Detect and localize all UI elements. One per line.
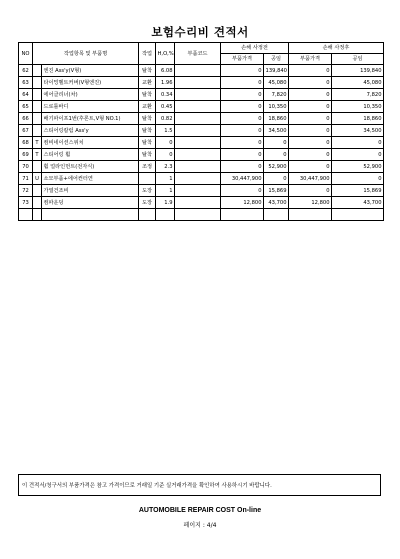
row-before-parts: 0: [221, 161, 264, 173]
row-no: 68: [19, 137, 33, 149]
table-row: [19, 125, 384, 137]
table-row: [19, 89, 384, 101]
row-work: 탈착: [139, 65, 156, 77]
document-title: 보험수리비 견적서: [151, 25, 249, 39]
table-row: [19, 137, 384, 149]
row-flag: [33, 161, 42, 173]
row-code: [175, 149, 221, 161]
row-before-labor: 0: [264, 149, 289, 161]
row-after-parts: 0: [289, 161, 332, 173]
row-before-parts: 0: [221, 113, 264, 125]
row-after-parts: 12,800: [289, 197, 332, 209]
row-item: 스티어링칼럼 Ass'y: [42, 125, 139, 137]
table-row: [19, 65, 384, 77]
table-row: [19, 197, 384, 209]
row-work: [139, 173, 156, 185]
row-hours: 1: [156, 173, 175, 185]
row-work: 탈착: [139, 125, 156, 137]
row-work: 탈착: [139, 89, 156, 101]
row-before-labor: 43,700: [264, 197, 289, 209]
row-hours: 1.9: [156, 197, 175, 209]
row-after-labor: 18,860: [332, 113, 384, 125]
row-after-labor: 0: [332, 149, 384, 161]
row-item: 드로틀바디: [42, 101, 139, 113]
row-after-labor: 52,900: [332, 161, 384, 173]
row-item: 타이밍벨트커버(V형엔진): [42, 77, 139, 89]
header-after-labor: 공임: [332, 54, 384, 65]
row-flag: U: [33, 173, 42, 185]
header-before-labor: 공임: [264, 54, 289, 65]
row-after-parts: 0: [289, 125, 332, 137]
row-before-labor: 139,840: [264, 65, 289, 77]
table-row: [19, 161, 384, 173]
row-before-parts: 30,447,900: [221, 173, 264, 185]
row-before-labor: 45,080: [264, 77, 289, 89]
row-hours: 0: [156, 149, 175, 161]
row-item: 에어클리너(차): [42, 89, 139, 101]
estimate-table: [18, 42, 384, 221]
row-item: 배기파이프1번(후론트,V형 NO.1): [42, 113, 139, 125]
header-after: 손해 사정후: [289, 43, 384, 54]
header-after-parts: 부품가격: [289, 54, 332, 65]
row-no: 67: [19, 125, 33, 137]
page-number: 페이지 : 4/4: [183, 522, 217, 529]
header-before: 손해 사정전: [221, 43, 289, 54]
row-before-parts: 0: [221, 185, 264, 197]
row-before-labor: 10,350: [264, 101, 289, 113]
row-hours: 0.45: [156, 101, 175, 113]
row-before-parts: 0: [221, 101, 264, 113]
row-hours: 1: [156, 185, 175, 197]
row-work: 도장: [139, 197, 156, 209]
blank-cell: [264, 209, 289, 221]
row-code: [175, 173, 221, 185]
row-before-parts: 12,800: [221, 197, 264, 209]
row-item: 컴비네이션스위치: [42, 137, 139, 149]
row-code: [175, 185, 221, 197]
row-work: 도장: [139, 185, 156, 197]
row-work: 교환: [139, 77, 156, 89]
row-flag: [33, 89, 42, 101]
row-work: 조정: [139, 161, 156, 173]
row-after-labor: 10,350: [332, 101, 384, 113]
row-before-parts: 0: [221, 77, 264, 89]
row-after-parts: 0: [289, 137, 332, 149]
row-before-labor: 7,820: [264, 89, 289, 101]
row-code: [175, 137, 221, 149]
row-after-labor: 34,500: [332, 125, 384, 137]
row-no: 70: [19, 161, 33, 173]
row-after-labor: 139,840: [332, 65, 384, 77]
row-no: 65: [19, 101, 33, 113]
row-after-parts: 0: [289, 65, 332, 77]
row-item: 소모부품+에어컨터연: [42, 173, 139, 185]
blank-cell: [332, 209, 384, 221]
row-flag: [33, 77, 42, 89]
brand-footer: AUTOMOBILE REPAIR COST On-line: [138, 507, 262, 514]
row-no: 69: [19, 149, 33, 161]
row-no: 63: [19, 77, 33, 89]
row-item: 휠 얼라인먼트(전자식): [42, 161, 139, 173]
row-hours: 0: [156, 137, 175, 149]
row-no: 64: [19, 89, 33, 101]
row-after-labor: 43,700: [332, 197, 384, 209]
row-work: 탈착: [139, 137, 156, 149]
row-after-labor: 45,080: [332, 77, 384, 89]
table-row: [19, 185, 384, 197]
row-after-labor: 15,869: [332, 185, 384, 197]
row-flag: T: [33, 149, 42, 161]
row-code: [175, 101, 221, 113]
row-flag: [33, 197, 42, 209]
row-after-parts: 30,447,900: [289, 173, 332, 185]
row-after-labor: 0: [332, 173, 384, 185]
row-before-parts: 0: [221, 89, 264, 101]
row-after-parts: 0: [289, 89, 332, 101]
table-row: [19, 113, 384, 125]
table-row: [19, 149, 384, 161]
row-code: [175, 77, 221, 89]
row-before-parts: 0: [221, 149, 264, 161]
row-no: 62: [19, 65, 33, 77]
blank-cell: [42, 209, 139, 221]
row-flag: [33, 125, 42, 137]
row-after-parts: 0: [289, 185, 332, 197]
row-no: 72: [19, 185, 33, 197]
table-row: [19, 101, 384, 113]
row-before-labor: 18,860: [264, 113, 289, 125]
row-after-labor: 0: [332, 137, 384, 149]
row-item: 스티어링 휠: [42, 149, 139, 161]
header-work: 작업: [139, 43, 156, 65]
blank-cell: [175, 209, 221, 221]
row-no: 71: [19, 173, 33, 185]
blank-area: [19, 209, 384, 221]
header-hours: H,O,%: [156, 43, 175, 65]
row-before-parts: 0: [221, 65, 264, 77]
row-before-labor: 52,900: [264, 161, 289, 173]
row-hours: 1.5: [156, 125, 175, 137]
row-code: [175, 65, 221, 77]
header-item: 작업항목 및 부품명: [33, 43, 139, 65]
header-before-parts: 부품가격: [221, 54, 264, 65]
row-flag: [33, 65, 42, 77]
row-flag: [33, 113, 42, 125]
row-before-labor: 34,500: [264, 125, 289, 137]
row-no: 66: [19, 113, 33, 125]
row-hours: 6.08: [156, 65, 175, 77]
blank-cell: [156, 209, 175, 221]
blank-cell: [139, 209, 156, 221]
row-work: 교환: [139, 101, 156, 113]
row-after-labor: 7,820: [332, 89, 384, 101]
row-before-labor: 15,869: [264, 185, 289, 197]
row-hours: 0.34: [156, 89, 175, 101]
row-after-parts: 0: [289, 149, 332, 161]
row-no: 73: [19, 197, 33, 209]
row-code: [175, 89, 221, 101]
header-no: NO: [19, 43, 33, 65]
row-flag: [33, 101, 42, 113]
blank-cell: [33, 209, 42, 221]
row-flag: [33, 185, 42, 197]
row-work: 탈착: [139, 149, 156, 161]
row-after-parts: 0: [289, 77, 332, 89]
row-hours: 1.96: [156, 77, 175, 89]
row-hours: 0.82: [156, 113, 175, 125]
row-before-labor: 0: [264, 173, 289, 185]
row-before-parts: 0: [221, 125, 264, 137]
footnote: 이 견적서/청구서의 부품가격은 참고 가격이므로 거래일 기준 실거래가격을 확인하여 사용하시기 바랍니다.: [18, 474, 381, 496]
row-code: [175, 113, 221, 125]
row-item: 가열건조비: [42, 185, 139, 197]
row-before-parts: 0: [221, 137, 264, 149]
row-code: [175, 197, 221, 209]
blank-cell: [19, 209, 33, 221]
row-item: 컴파운딩: [42, 197, 139, 209]
row-code: [175, 125, 221, 137]
blank-cell: [289, 209, 332, 221]
row-flag: T: [33, 137, 42, 149]
table-row: [19, 173, 384, 185]
row-item: 엔진 Ass'y(V형): [42, 65, 139, 77]
row-code: [175, 161, 221, 173]
row-hours: 2.3: [156, 161, 175, 173]
row-after-parts: 0: [289, 101, 332, 113]
row-before-labor: 0: [264, 137, 289, 149]
table-row: [19, 77, 384, 89]
row-work: 탈착: [139, 113, 156, 125]
blank-cell: [221, 209, 264, 221]
header-code: 부품코드: [175, 43, 221, 65]
row-after-parts: 0: [289, 113, 332, 125]
